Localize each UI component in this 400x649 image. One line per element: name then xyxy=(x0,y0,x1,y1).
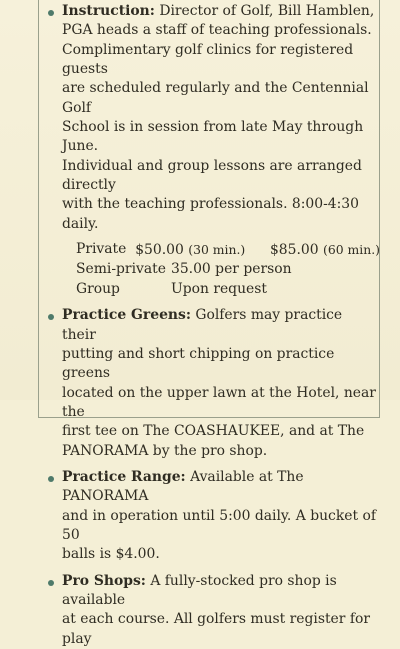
fee-value: Upon request xyxy=(171,280,267,297)
text-line: Pro Shops: A fully-stocked pro shop is available xyxy=(62,572,337,608)
section-pro-shops xyxy=(48,572,380,649)
fee-value-2: $85.00 (60 min.) xyxy=(269,242,380,259)
fee-type: Private xyxy=(76,241,127,258)
text-line: Practice Greens: Golfers may practice their xyxy=(62,307,343,343)
fee-type: Group xyxy=(76,280,120,297)
fee-value: 35.00 per person xyxy=(171,261,292,278)
bullet-icon xyxy=(48,314,54,320)
text-line: Practice Range: Available at The PANORAMA xyxy=(62,468,304,505)
text-line: balls is $4.00. xyxy=(62,546,160,563)
text-line: Complimentary golf clinics for registered guests xyxy=(62,41,354,78)
section-instruction xyxy=(48,2,380,299)
content-column xyxy=(48,2,380,649)
section-heading: Practice Greens: xyxy=(62,307,191,324)
text-line: first tee on The COASHAUKEE, and at The xyxy=(62,423,365,440)
text-line: at each course. All golfers must register for play xyxy=(62,611,370,647)
bullet-icon xyxy=(48,476,54,482)
text-line: putting and short chipping on practice greens xyxy=(62,345,335,382)
fee-type: Semi-private xyxy=(76,261,166,278)
fee-row xyxy=(76,240,380,260)
text-line: located on the upper lawn at the Hotel, near the xyxy=(62,384,376,420)
text-line: are scheduled regularly and the Centennial Golf xyxy=(62,80,369,116)
text-line: PGA heads a staff of teaching professionals. xyxy=(62,22,372,39)
text-line: Individual and group lessons are arranged directly xyxy=(62,157,362,194)
text-line: with the teaching professionals. 8:00-4:30 daily. xyxy=(62,196,359,232)
text-line: Instruction: Director of Golf, Bill Hamblen, xyxy=(62,3,375,19)
section-heading: Instruction: xyxy=(62,3,155,19)
text-line: and in operation until 5:00 daily. A bucket of 50 xyxy=(62,507,376,543)
section-heading: Practice Range: xyxy=(62,468,186,485)
fee-table xyxy=(76,240,380,299)
fee-value: $50.00 (30 min.) xyxy=(135,242,246,259)
fee-row xyxy=(76,260,380,279)
bullet-icon xyxy=(48,580,54,586)
fee-row xyxy=(76,280,380,299)
bullet-icon xyxy=(48,10,54,16)
section-heading: Pro Shops: xyxy=(62,572,146,589)
section-practice-range xyxy=(48,468,380,565)
text-line: School is in session from late May through June. xyxy=(62,119,364,155)
text-line: PANORAMA by the pro shop. xyxy=(62,442,268,459)
section-practice-greens xyxy=(48,306,380,461)
